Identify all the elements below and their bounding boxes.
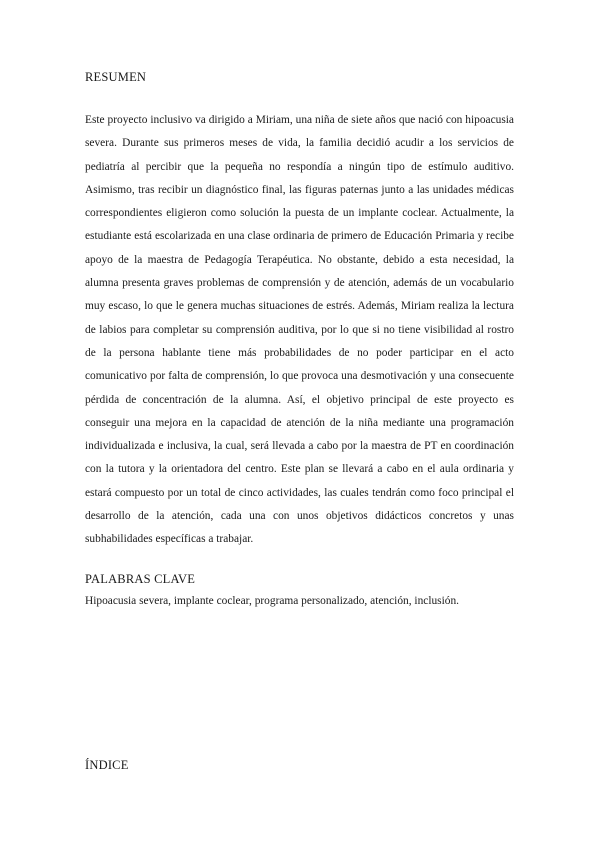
- keywords-heading: PALABRAS CLAVE: [85, 572, 196, 586]
- resumen-heading: RESUMEN: [85, 70, 147, 84]
- keywords-paragraph: Hipoacusia severa, implante coclear, programa personalizado, atención, inclusión.: [85, 595, 460, 607]
- index-heading: ÍNDICE: [85, 758, 129, 772]
- resumen-paragraph: Este proyecto inclusivo va dirigido a Miriam, una niña de siete años que nació con hipoacusia severa. Durante sus primeros meses de vida, la familia decidió acudir a los servicios de pediatría al percibir que la pequeña no respondía a ningún tipo de estímulo auditivo. Asimismo, tras recibir un diagnóstico final, las figuras paternas junto a las unidades médicas correspondientes eligieron como solución la puesta de un implante coclear. Actualmente, la estudiante está escolarizada en una clase ordinaria de primero de Educación Primaria y recibe apoyo de la maestra de Pedagogía Terapéutica. No obstante, debido a esta necesidad, la alumna presenta graves problemas de comprensión y de atención, además de un vocabulario muy escaso, lo que le genera muchas situaciones de estrés. Además, Miriam realiza la lectura de labios para completar su comprensión auditiva, por lo que si no tiene visibilidad al rostro de la persona hablante tiene más probabilidades de no poder participar en el acto comunicativo por falta de comprensión, lo que provoca una desmotivación y una consecuente pérdida de concentración de la alumna. Así, el objetivo principal de este proyecto es conseguir una mejora en la capacidad de atención de la niña mediante una programación individualizada e inclusiva, la cual, será llevada a cabo por la maestra de PT en coordinación con la tutora y la orientadora del centro. Este plan se llevará a cabo en el aula ordinaria y estará compuesto por un total de cinco actividades, las cuales tendrán como foco principal el desarrollo de la atención, cada una con unos objetivos didácticos concretos y unas subhabilidades específicas a trabajar.: [85, 114, 514, 546]
